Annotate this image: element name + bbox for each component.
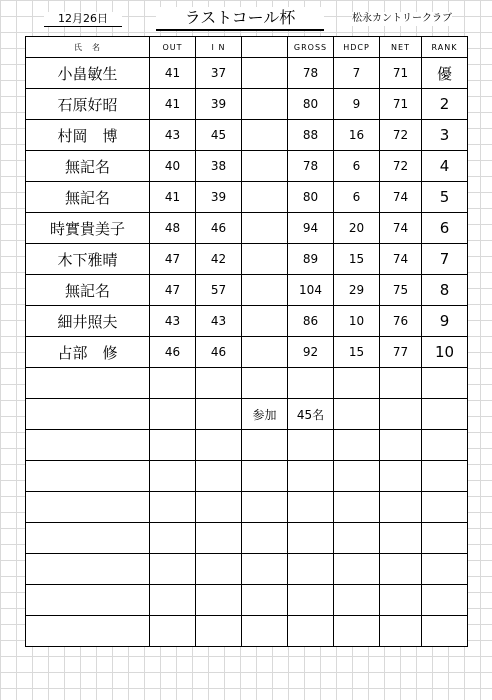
- empty-cell: [288, 523, 334, 554]
- empty-cell: [334, 399, 380, 430]
- out-score: 48: [150, 213, 196, 244]
- hdcp-value: 15: [334, 337, 380, 368]
- net-score: 71: [380, 89, 422, 120]
- table-row: [26, 275, 468, 306]
- blank-cell: [242, 89, 288, 120]
- table-row: [26, 120, 468, 151]
- empty-cell: [196, 585, 242, 616]
- rank-value: 8: [422, 275, 468, 306]
- empty-cell: [422, 461, 468, 492]
- net-score: 72: [380, 120, 422, 151]
- empty-cell: [380, 399, 422, 430]
- empty-cell: [150, 523, 196, 554]
- empty-cell: [334, 585, 380, 616]
- in-score: 42: [196, 244, 242, 275]
- empty-cell: [334, 430, 380, 461]
- blank-cell: [242, 151, 288, 182]
- rank-value: 7: [422, 244, 468, 275]
- empty-cell: [196, 399, 242, 430]
- event-title: ラストコール杯: [156, 7, 324, 31]
- player-name: 小畠敏生: [26, 58, 150, 89]
- col-header-in: I N: [196, 37, 242, 58]
- empty-cell: [242, 554, 288, 585]
- player-name: 時實貴美子: [26, 213, 150, 244]
- player-name: 細井照夫: [26, 306, 150, 337]
- empty-cell: [380, 554, 422, 585]
- rank-value: 4: [422, 151, 468, 182]
- net-score: 74: [380, 213, 422, 244]
- hdcp-value: 29: [334, 275, 380, 306]
- blank-cell: [242, 337, 288, 368]
- blank-cell: [242, 58, 288, 89]
- gross-score: 78: [288, 58, 334, 89]
- out-score: 43: [150, 120, 196, 151]
- empty-cell: [422, 492, 468, 523]
- in-score: 46: [196, 213, 242, 244]
- header-row: [26, 37, 468, 58]
- in-score: 43: [196, 306, 242, 337]
- club-name: 松永カントリークラブ: [352, 13, 452, 24]
- hdcp-value: 16: [334, 120, 380, 151]
- gross-score: 80: [288, 182, 334, 213]
- out-score: 41: [150, 89, 196, 120]
- empty-cell: [150, 616, 196, 647]
- empty-row: [26, 430, 468, 461]
- in-score: 39: [196, 89, 242, 120]
- blank-cell: [242, 306, 288, 337]
- in-score: 57: [196, 275, 242, 306]
- net-score: 74: [380, 244, 422, 275]
- empty-cell: [380, 616, 422, 647]
- sheet-header: [0, 0, 492, 36]
- net-score: 74: [380, 182, 422, 213]
- empty-cell: [422, 399, 468, 430]
- empty-cell: [26, 554, 150, 585]
- rank-value: 10: [422, 337, 468, 368]
- empty-cell: [288, 585, 334, 616]
- player-name: 木下雅晴: [26, 244, 150, 275]
- empty-cell: [196, 616, 242, 647]
- empty-row: [26, 461, 468, 492]
- empty-cell: [334, 492, 380, 523]
- empty-cell: [196, 368, 242, 399]
- blank-cell: [242, 275, 288, 306]
- empty-cell: [380, 585, 422, 616]
- blank-cell: [242, 182, 288, 213]
- player-name: 村岡 博: [26, 120, 150, 151]
- col-header-out: OUT: [150, 37, 196, 58]
- out-score: 47: [150, 275, 196, 306]
- col-header-name: 氏 名: [26, 37, 150, 58]
- gross-score: 92: [288, 337, 334, 368]
- net-score: 75: [380, 275, 422, 306]
- blank-cell: [242, 244, 288, 275]
- col-header-hdcp: HDCP: [334, 37, 380, 58]
- empty-cell: [334, 523, 380, 554]
- in-score: 37: [196, 58, 242, 89]
- empty-cell: [150, 399, 196, 430]
- table-row: [26, 58, 468, 89]
- out-score: 41: [150, 58, 196, 89]
- table-row: [26, 244, 468, 275]
- empty-cell: [26, 616, 150, 647]
- blank-cell: [242, 213, 288, 244]
- empty-cell: [26, 368, 150, 399]
- rank-value: 2: [422, 89, 468, 120]
- empty-cell: [196, 461, 242, 492]
- hdcp-value: 6: [334, 151, 380, 182]
- gross-score: 78: [288, 151, 334, 182]
- empty-row: [26, 554, 468, 585]
- empty-cell: [380, 368, 422, 399]
- player-name: 無記名: [26, 151, 150, 182]
- player-name: 無記名: [26, 275, 150, 306]
- empty-cell: [196, 523, 242, 554]
- col-header-rank: RANK: [422, 37, 468, 58]
- out-score: 47: [150, 244, 196, 275]
- empty-cell: [242, 585, 288, 616]
- empty-cell: [288, 492, 334, 523]
- empty-cell: [242, 523, 288, 554]
- gross-score: 104: [288, 275, 334, 306]
- out-score: 41: [150, 182, 196, 213]
- empty-cell: [150, 461, 196, 492]
- rank-value: 6: [422, 213, 468, 244]
- in-score: 45: [196, 120, 242, 151]
- empty-cell: [150, 368, 196, 399]
- net-score: 77: [380, 337, 422, 368]
- empty-cell: [422, 523, 468, 554]
- col-header-blank: [242, 37, 288, 58]
- hdcp-value: 6: [334, 182, 380, 213]
- empty-cell: [242, 461, 288, 492]
- in-score: 38: [196, 151, 242, 182]
- table-row: [26, 306, 468, 337]
- empty-cell: [242, 430, 288, 461]
- empty-cell: [288, 461, 334, 492]
- empty-cell: [334, 554, 380, 585]
- rank-value: 5: [422, 182, 468, 213]
- empty-cell: [150, 430, 196, 461]
- in-score: 46: [196, 337, 242, 368]
- empty-cell: [422, 554, 468, 585]
- player-name: 無記名: [26, 182, 150, 213]
- empty-cell: [26, 585, 150, 616]
- empty-row: [26, 616, 468, 647]
- hdcp-value: 10: [334, 306, 380, 337]
- player-name: 石原好昭: [26, 89, 150, 120]
- hdcp-value: 9: [334, 89, 380, 120]
- empty-cell: [288, 616, 334, 647]
- empty-cell: [196, 492, 242, 523]
- empty-cell: [242, 492, 288, 523]
- empty-cell: [26, 492, 150, 523]
- participants-label: 参加: [242, 399, 288, 430]
- empty-cell: [380, 430, 422, 461]
- rank-value: 3: [422, 120, 468, 151]
- empty-cell: [288, 368, 334, 399]
- gross-score: 80: [288, 89, 334, 120]
- table-row: [26, 182, 468, 213]
- empty-cell: [196, 554, 242, 585]
- col-header-gross: GROSS: [288, 37, 334, 58]
- empty-cell: [288, 430, 334, 461]
- empty-cell: [334, 368, 380, 399]
- rank-value: 優: [422, 58, 468, 89]
- table-row: [26, 89, 468, 120]
- participants-row: [26, 399, 468, 430]
- empty-cell: [288, 554, 334, 585]
- empty-cell: [26, 523, 150, 554]
- table-row: [26, 337, 468, 368]
- out-score: 46: [150, 337, 196, 368]
- empty-cell: [26, 461, 150, 492]
- empty-row: [26, 368, 468, 399]
- hdcp-value: 7: [334, 58, 380, 89]
- blank-cell: [242, 120, 288, 151]
- out-score: 43: [150, 306, 196, 337]
- gross-score: 89: [288, 244, 334, 275]
- empty-cell: [422, 585, 468, 616]
- empty-cell: [380, 492, 422, 523]
- table-row: [26, 213, 468, 244]
- empty-row: [26, 585, 468, 616]
- empty-cell: [334, 616, 380, 647]
- out-score: 40: [150, 151, 196, 182]
- col-header-net: NET: [380, 37, 422, 58]
- empty-cell: [150, 492, 196, 523]
- empty-cell: [422, 368, 468, 399]
- in-score: 39: [196, 182, 242, 213]
- empty-cell: [422, 430, 468, 461]
- net-score: 76: [380, 306, 422, 337]
- empty-cell: [334, 461, 380, 492]
- empty-cell: [26, 399, 150, 430]
- results-table: [25, 36, 468, 647]
- empty-cell: [422, 616, 468, 647]
- empty-cell: [150, 585, 196, 616]
- empty-cell: [242, 616, 288, 647]
- hdcp-value: 15: [334, 244, 380, 275]
- gross-score: 88: [288, 120, 334, 151]
- empty-cell: [380, 461, 422, 492]
- hdcp-value: 20: [334, 213, 380, 244]
- table-row: [26, 151, 468, 182]
- participants-count: 45名: [288, 399, 334, 430]
- gross-score: 86: [288, 306, 334, 337]
- player-name: 占部 修: [26, 337, 150, 368]
- net-score: 71: [380, 58, 422, 89]
- empty-cell: [26, 430, 150, 461]
- rank-value: 9: [422, 306, 468, 337]
- empty-row: [26, 492, 468, 523]
- gross-score: 94: [288, 213, 334, 244]
- empty-cell: [242, 368, 288, 399]
- empty-cell: [150, 554, 196, 585]
- net-score: 72: [380, 151, 422, 182]
- empty-row: [26, 523, 468, 554]
- empty-cell: [380, 523, 422, 554]
- empty-cell: [196, 430, 242, 461]
- event-date: 12月26日: [44, 12, 122, 27]
